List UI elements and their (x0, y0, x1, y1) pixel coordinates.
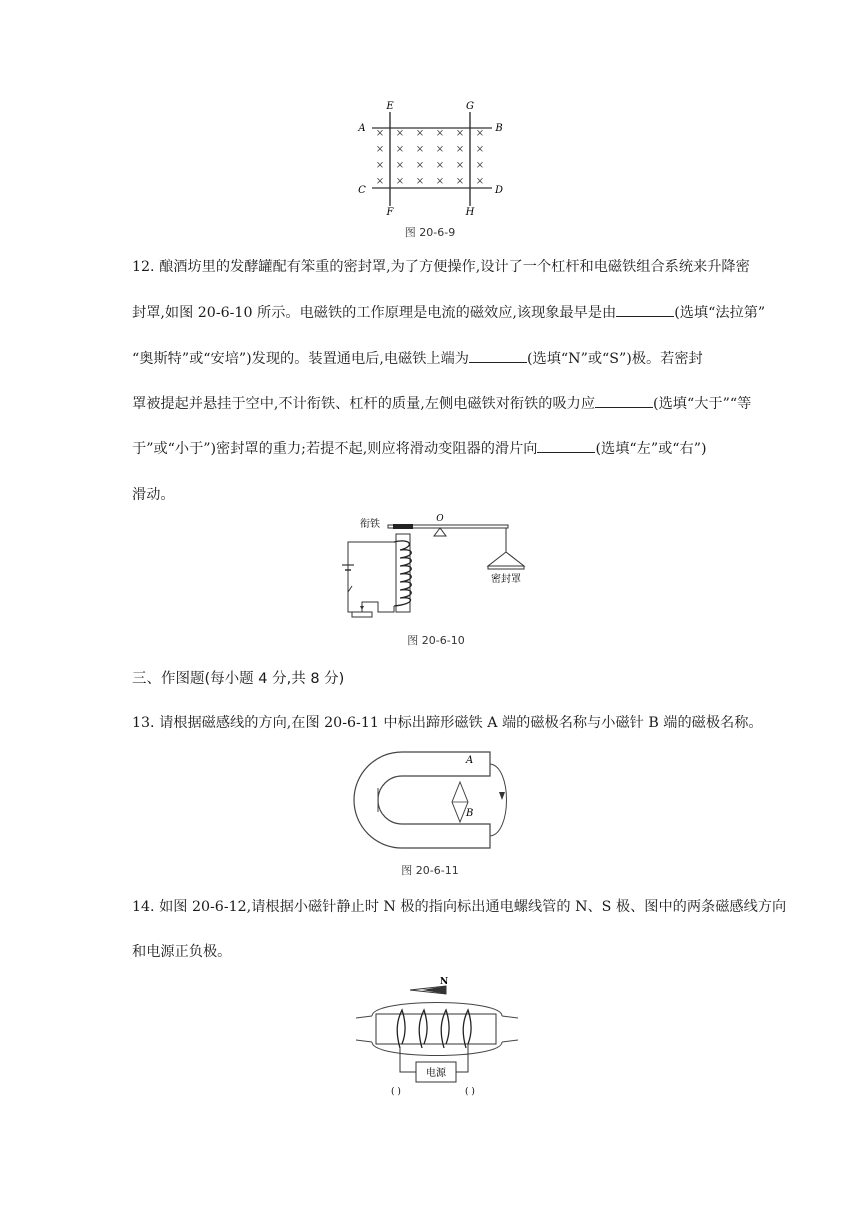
magnetic-field-rails-diagram (352, 98, 512, 218)
field-cross: × (435, 176, 445, 187)
field-cross: × (435, 160, 445, 171)
q14-line-2: 和电源正负极。 (132, 944, 232, 960)
label-B: B (495, 123, 503, 134)
field-cross: × (415, 160, 425, 171)
electromagnet-lever-diagram (338, 510, 538, 628)
field-cross: × (475, 144, 485, 155)
q12-line-4-text: 罩被提起并悬挂于空中,不计衔铁、杠杆的质量,左侧电磁铁对衔铁的吸力应 (132, 396, 596, 412)
q12-line-2-option: (选填“法拉第” (674, 305, 766, 321)
label-B-end: B (466, 808, 474, 819)
q13-text: 13. 请根据磁感线的方向,在图 20-6-11 中标出蹄形磁铁 A 端的磁极名称与小磁针 B 端的磁极名称。 (132, 715, 763, 731)
q12-line-2 (132, 302, 766, 322)
solenoid-diagram (352, 974, 522, 1100)
q12-line-3-option: (选填“N”或“S”)极。若密封 (527, 351, 703, 367)
bracket-left: ( ) (391, 1087, 401, 1097)
field-cross: × (375, 128, 385, 139)
q12-line-3 (132, 348, 737, 368)
label-F: F (386, 207, 394, 218)
q12-line-5-option: (选填“左”或“右”) (595, 441, 707, 457)
pivot-label: O (436, 514, 444, 524)
field-cross: × (395, 128, 405, 139)
q12-line-4-option: (选填“大于”“等 (653, 396, 752, 412)
figure-20-6-10 (338, 510, 538, 628)
rheostat (352, 612, 372, 617)
q12-blank-3 (595, 393, 653, 408)
needle-n-label: N (440, 977, 449, 987)
field-cross: × (395, 144, 405, 155)
sealing-cover (488, 552, 524, 566)
field-cross: × (455, 176, 465, 187)
bracket-right: ( ) (465, 1087, 475, 1097)
figure-20-6-11 (350, 748, 520, 852)
field-cross: × (375, 160, 385, 171)
figure-20-6-12 (352, 974, 522, 1100)
caption-20-6-10: 图 20-6-10 (407, 634, 465, 647)
q12-line-1: 12. 酿酒坊里的发酵罐配有笨重的密封罩,为了方便操作,设计了一个杠杆和电磁铁组合系统来升降密 (132, 259, 750, 275)
q12-line-5 (132, 438, 737, 458)
q12-line-3-text: “奥斯特”或“安培”)发现的。装置通电后,电磁铁上端为 (132, 351, 469, 367)
q12-line-4 (132, 393, 752, 413)
field-line (490, 764, 507, 836)
field-cross: × (475, 160, 485, 171)
field-cross: × (415, 144, 425, 155)
switch (348, 586, 352, 592)
label-G: G (466, 101, 474, 112)
pivot-fulcrum (434, 528, 446, 536)
label-C: C (358, 185, 366, 196)
section-3-heading: 三、作图题(每小题 4 分,共 8 分) (132, 671, 345, 687)
field-cross: × (415, 128, 425, 139)
field-cross: × (395, 176, 405, 187)
label-H: H (465, 207, 475, 218)
armature-label: 衔铁 (360, 519, 380, 530)
field-cross: × (455, 144, 465, 155)
armature (393, 524, 413, 529)
q12-line-6: 滑动。 (132, 487, 175, 503)
solenoid-core (376, 1014, 496, 1044)
q12-blank-1 (616, 302, 674, 317)
label-A-end: A (466, 755, 474, 766)
field-cross: × (375, 176, 385, 187)
cover-label: 密封罩 (491, 574, 521, 585)
field-cross: × (415, 176, 425, 187)
field-cross: × (395, 160, 405, 171)
q14-line-1: 14. 如图 20-6-12,请根据小磁针静止时 N 极的指向标出通电螺线管的 N、S 极、图中的两条磁感线方向 (132, 899, 787, 915)
field-cross: × (435, 128, 445, 139)
label-E: E (386, 101, 394, 112)
figure-20-6-9 (352, 98, 512, 218)
q12-blank-4 (537, 438, 595, 453)
field-cross: × (455, 160, 465, 171)
caption-20-6-9: 图 20-6-9 (404, 226, 456, 239)
label-D: D (494, 185, 504, 196)
horseshoe-magnet-diagram (350, 748, 520, 852)
q12-line-2-text: 封罩,如图 20-6-10 所示。电磁铁的工作原理是电流的磁效应,该现象最早是由 (132, 305, 617, 321)
field-cross: × (435, 144, 445, 155)
caption-20-6-11: 图 20-6-11 (401, 864, 459, 877)
field-arrow (499, 792, 505, 800)
field-cross: × (455, 128, 465, 139)
field-cross: × (475, 128, 485, 139)
q12-line-5-text: 于”或“小于”)密封罩的重力;若提不起,则应将滑动变阻器的滑片向 (132, 441, 538, 457)
field-cross: × (375, 144, 385, 155)
horseshoe-magnet (354, 752, 490, 848)
field-cross: × (475, 176, 485, 187)
power-source-label: 电源 (426, 1068, 446, 1079)
label-A: A (358, 123, 366, 134)
q12-blank-2 (469, 348, 527, 363)
